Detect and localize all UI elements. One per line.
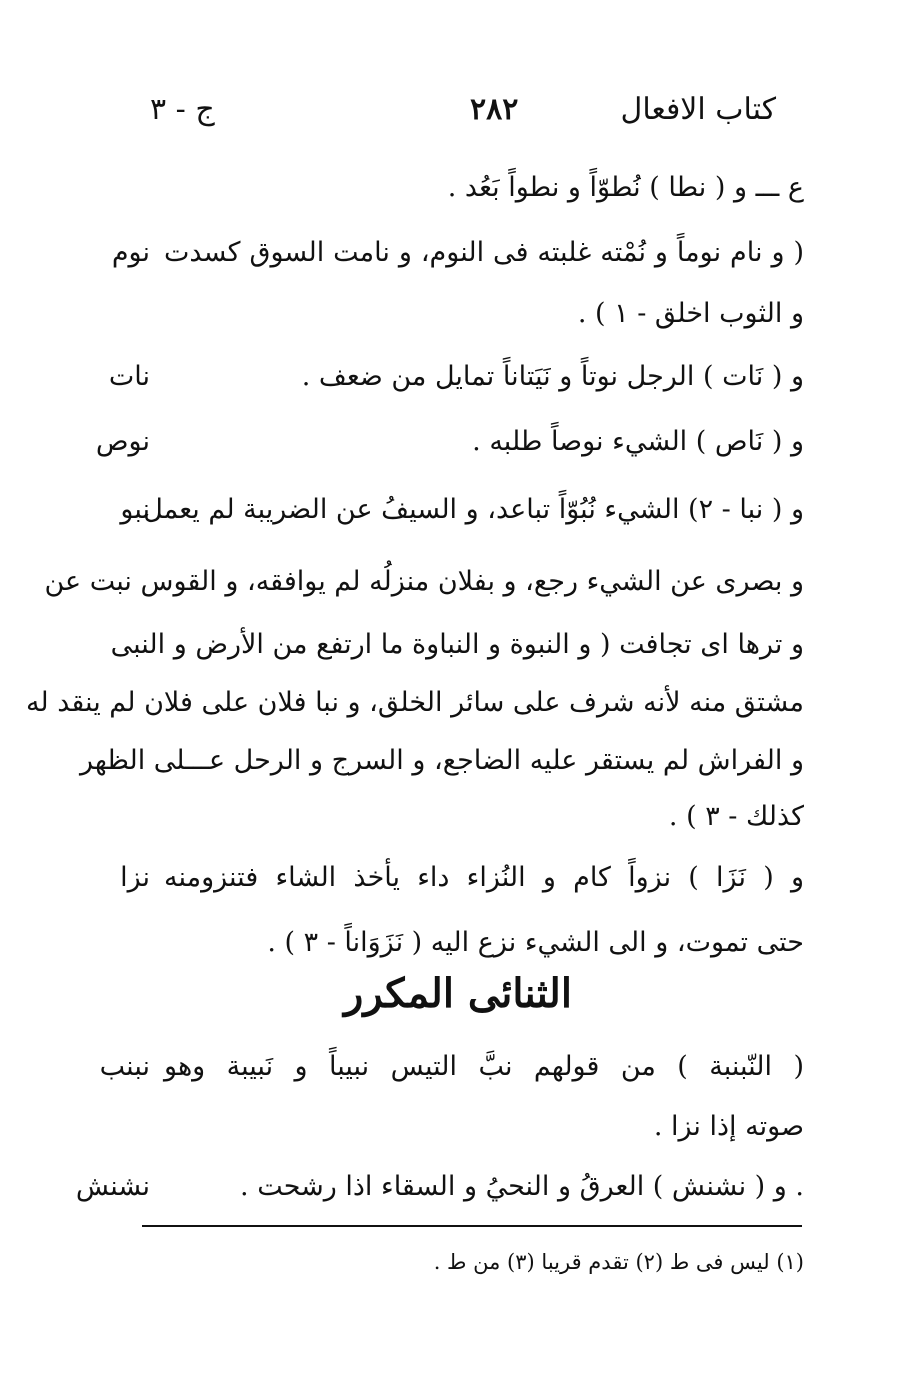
entry-line: و الفراش لم يستقر عليه الضاجع، و السرج و الرحل عـــلى الظهر: [80, 745, 804, 776]
root-word: نبنب: [99, 1051, 150, 1082]
entry-line: و ترها اى تجافت ( و النبوة و النباوة ما ارتفع من الأرض و النبى: [110, 629, 804, 660]
root-word: نشنش: [75, 1171, 150, 1202]
entry-line: كذلك - ٣ ) .: [668, 801, 804, 832]
entry-line: و ( نَات ) الرجل نوتاً و نَيَتاناً تمايل من ضعف .: [301, 361, 804, 392]
entry-line: و بصرى عن الشيء رجع، و بفلان منزلُه لم يوافقه، و القوس نبت عن: [44, 566, 804, 597]
entry-line: و ( نبا - ٢) الشيء نُبُوّاً تباعد، و السيفُ عن الضريبة لم يعمل: [143, 494, 804, 525]
entry-line: و الثوب اخلق - ١ ) .: [577, 298, 804, 329]
volume-label: ج - ٣: [150, 92, 215, 127]
entry-line: ع ـــ و ( نطا ) نُطوّاً و نطواً بَعُد .: [447, 172, 804, 203]
entry-line: و ( نَزَا ) نزواً كام و النُزاء داء يأخذ الشاء فتنزومنه: [164, 862, 804, 893]
entry-line: و ( نَاص ) الشيء نوصاً طلبه .: [472, 426, 804, 457]
footnote-divider: [142, 1225, 802, 1227]
section-title: الثنائى المكرر: [344, 970, 572, 1017]
root-word: نزا: [120, 862, 150, 893]
root-word: نبو: [120, 494, 150, 525]
footnote: (١) ليس فى ط (٢) تقدم قريبا (٣) من ط .: [433, 1250, 804, 1274]
entry-line: ( و نام نوماً و نُمْته غلبته فى النوم، و نامت السوق كسدت: [164, 237, 804, 268]
page-number: ٢٨٢: [470, 92, 519, 127]
root-word: نوم: [111, 237, 150, 268]
entry-line: صوته إذا نزا .: [653, 1111, 804, 1142]
entry-line: . و ( نشنش ) العرقُ و النحيُ و السقاء اذا رشحت .: [240, 1171, 804, 1202]
entry-line: مشتق منه لأنه شرف على سائر الخلق، و نبا فلان على فلان لم ينقد له: [25, 687, 804, 718]
root-word: نات: [108, 361, 150, 392]
running-title: كتاب الافعال: [620, 92, 776, 127]
root-word: نوص: [95, 426, 150, 457]
entry-line: ( النّبنبة ) من قولهم نبَّ التيس نبيباً و نَبيبة وهو: [164, 1051, 804, 1082]
entry-line: حتى تموت، و الى الشيء نزع اليه ( نَزَوَاناً - ٣ ) .: [267, 927, 804, 958]
